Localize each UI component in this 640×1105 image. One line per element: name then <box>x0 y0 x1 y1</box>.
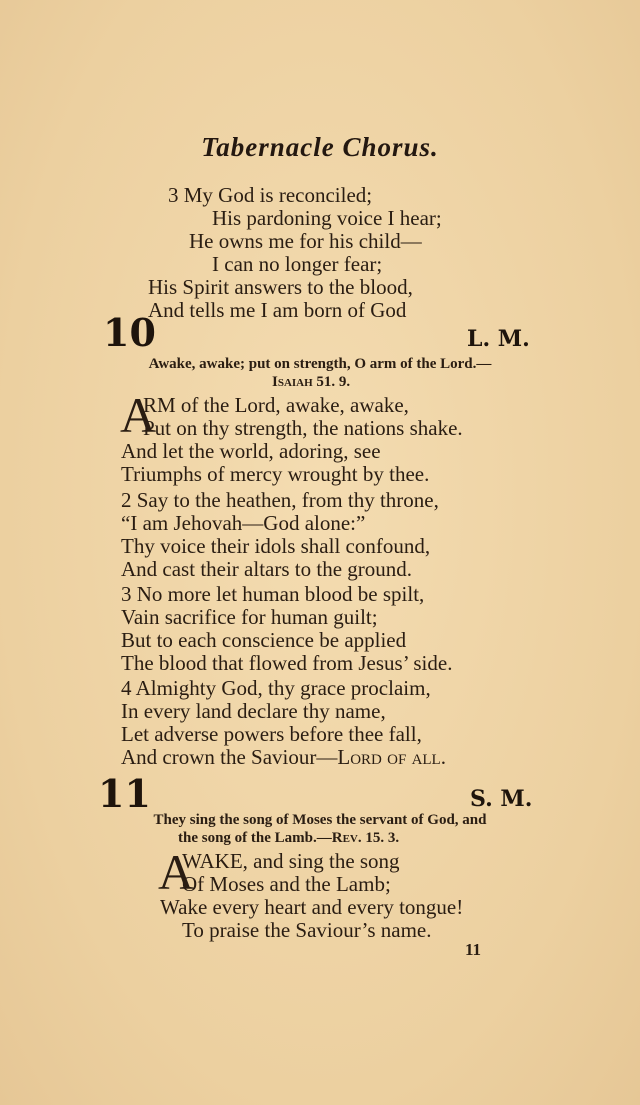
hymn-epigraph-cont <box>178 829 399 847</box>
drop-cap: A <box>158 844 195 900</box>
verse-line: His pardoning voice I hear; <box>212 206 442 230</box>
hymn-epigraph: They sing the song of Moses the servant of God, and <box>153 812 487 828</box>
verse-line: I can no longer fear; <box>212 252 383 276</box>
verse-line: He owns me for his child— <box>189 229 422 253</box>
epigraph-text: the song of the Lamb.— <box>178 830 332 846</box>
lord-of-all: Lord of all. <box>337 745 446 769</box>
verse-line: Thy voice their idols shall confound, <box>121 534 431 558</box>
verse-line: And let the world, adoring, see <box>121 439 381 463</box>
verse-line: The blood that flowed from Jesus’ side. <box>121 651 453 675</box>
verse-line: WAKE, and sing the song <box>182 849 400 873</box>
verse-line: 4 Almighty God, thy grace proclaim, <box>121 676 431 700</box>
verse-line <box>121 746 446 770</box>
hymn-meter: L. M. <box>467 326 530 352</box>
verse-line: Wake every heart and every tongue! <box>160 895 464 919</box>
hymn-number: 11 <box>98 771 151 816</box>
verse-line: Triumphs of mercy wrought by thee. <box>121 462 430 486</box>
verse-line: 2 Say to the heathen, from thy throne, <box>121 488 439 512</box>
verse-line: To praise the Saviour’s name. <box>182 918 432 942</box>
verse-line: Vain sacrifice for human guilt; <box>121 605 378 629</box>
page-number: 11 <box>465 940 482 959</box>
verse-line: 3 No more let human blood be spilt, <box>121 582 425 606</box>
verse-text: And crown the Saviour— <box>121 745 338 769</box>
verse-line: 3 My God is reconciled; <box>168 183 373 207</box>
verse-line: “I am Jehovah—God alone:” <box>121 511 366 535</box>
verse-line: His Spirit answers to the blood, <box>148 275 413 299</box>
scripture-citation: Isaiah 51. 9. <box>272 374 351 390</box>
verse-line: In every land declare thy name, <box>121 699 386 723</box>
hymn-number: 10 <box>103 310 156 355</box>
hymn-epigraph: Awake, awake; put on strength, O arm of the Lord.— <box>148 356 492 372</box>
hymn-meter: S. M. <box>470 786 533 812</box>
running-title: Tabernacle Chorus. <box>201 132 439 162</box>
verse-line: Put on thy strength, the nations shake. <box>143 416 463 440</box>
drop-cap: A <box>120 387 157 443</box>
verse-line: And tells me I am born of God <box>148 298 407 322</box>
verse-line: Of Moses and the Lamb; <box>182 872 391 896</box>
scripture-citation: Rev. 15. 3. <box>331 830 400 846</box>
verse-line: But to each conscience be applied <box>121 628 407 652</box>
verse-line: RM of the Lord, awake, awake, <box>143 393 409 417</box>
verse-line: And cast their altars to the ground. <box>121 557 413 581</box>
verse-line: Let adverse powers before thee fall, <box>121 722 422 746</box>
